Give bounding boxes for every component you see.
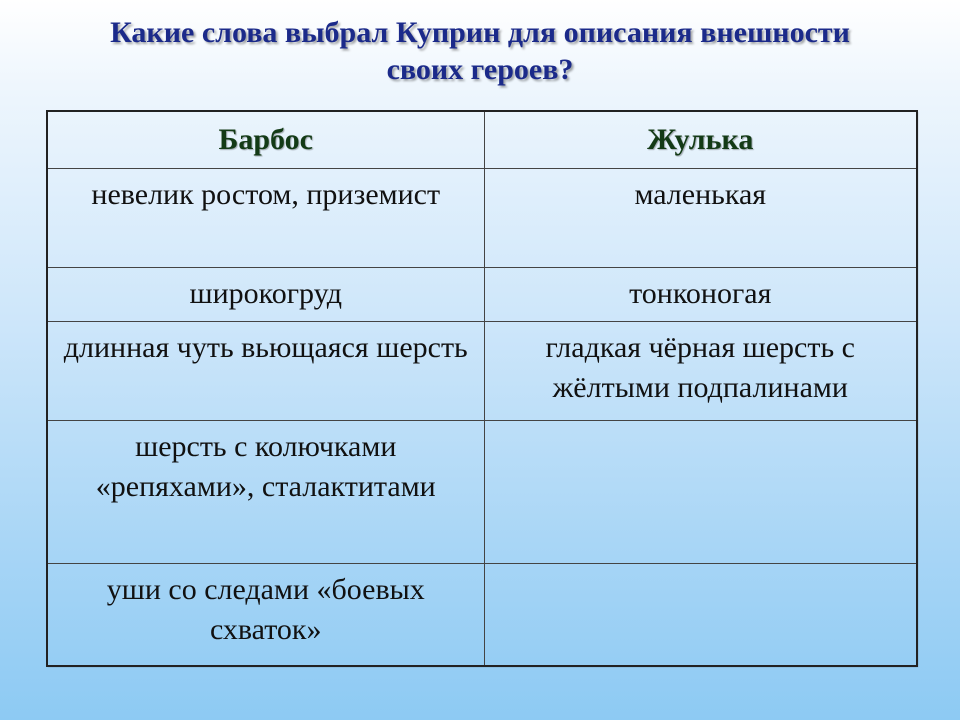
table-row [47, 321, 917, 420]
zhulka-cell: гладкая чёрная шерсть с жёлтыми подпалинами [484, 321, 917, 420]
comparison-table [46, 110, 918, 667]
barbos-cell: уши со следами «боевых схваток» [47, 563, 484, 666]
title-line-2: своих героев? [386, 53, 574, 86]
zhulka-cell [484, 420, 917, 563]
zhulka-cell: тонконогая [484, 267, 917, 321]
table-header-row [47, 111, 917, 168]
table-row [47, 563, 917, 666]
table-row [47, 420, 917, 563]
comparison-table-container [46, 110, 916, 665]
barbos-cell: широкогруд [47, 267, 484, 321]
barbos-cell: длинная чуть вьющаяся шерсть [47, 321, 484, 420]
header-zhulka: Жулька [484, 111, 917, 168]
barbos-cell: невелик ростом, приземист [47, 168, 484, 267]
table-row [47, 267, 917, 321]
table-row [47, 168, 917, 267]
header-barbos: Барбос [47, 111, 484, 168]
barbos-cell: шерсть с колючками «репяхами», сталактитами [47, 420, 484, 563]
slide-title [20, 14, 940, 88]
zhulka-cell [484, 563, 917, 666]
zhulka-cell: маленькая [484, 168, 917, 267]
title-line-1: Какие слова выбрал Куприн для описания внешности [110, 16, 850, 49]
